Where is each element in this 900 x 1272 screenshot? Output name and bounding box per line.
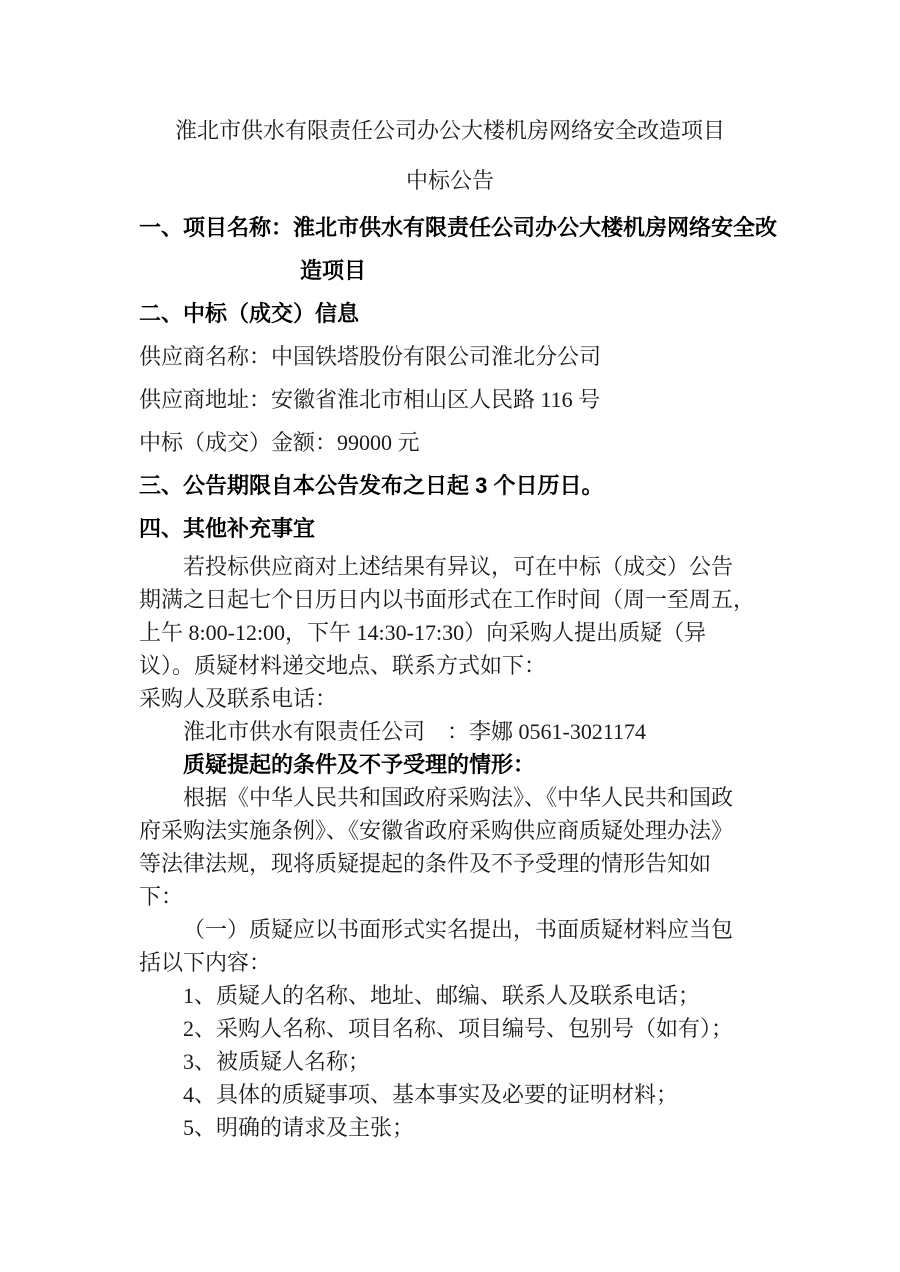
section2-heading: 二、中标（成交）信息 (139, 301, 360, 326)
section3-heading: 三、公告期限自本公告发布之日起 3 个日历日。 (139, 473, 604, 498)
numbered-item: 1、质疑人的名称、地址、邮编、联系人及联系电话； (183, 983, 701, 1008)
section1-heading-line1: 一、项目名称：淮北市供水有限责任公司办公大楼机房网络安全改 (139, 215, 778, 240)
supplier-name: 供应商名称：中国铁塔股份有限公司淮北分公司 (139, 344, 602, 369)
section4-heading: 四、其他补充事宜 (139, 516, 316, 541)
item-one-paragraph-line: （一）质疑应以书面形式实名提出，书面质疑材料应当包 (183, 917, 734, 942)
objection-paragraph-line: 期满之日起七个日历日内以书面形式在工作时间（周一至周五， (139, 587, 756, 612)
numbered-item: 3、被质疑人名称； (183, 1049, 371, 1074)
objection-paragraph-line: 议）。质疑材料递交地点、联系方式如下： (139, 653, 547, 678)
objection-paragraph-line: 若投标供应商对上述结果有异议，可在中标（成交）公告 (183, 554, 734, 579)
numbered-item: 4、具体的质疑事项、基本事实及必要的证明材料； (183, 1082, 679, 1107)
award-amount: 中标（成交）金额：99000 元 (139, 430, 420, 455)
document-subtitle: 中标公告 (405, 168, 494, 193)
objection-paragraph-line: 上午 8:00-12:00，下午 14:30-17:30）向采购人提出质疑（异 (139, 620, 707, 645)
supplier-address: 供应商地址：安徽省淮北市相山区人民路 116 号 (139, 387, 601, 412)
purchaser-contact: 淮北市供水有限责任公司 ：李娜 0561-3021174 (183, 719, 647, 744)
purchaser-label: 采购人及联系电话： (139, 686, 338, 711)
legal-paragraph-line: 府采购法实施条例》、《安徽省政府采购供应商质疑处理办法》 (139, 818, 734, 843)
document-title: 淮北市供水有限责任公司办公大楼机房网络安全改造项目 (174, 118, 725, 143)
legal-paragraph-line: 根据《中华人民共和国政府采购法》、《中华人民共和国政 (183, 785, 734, 810)
conditions-subheading: 质疑提起的条件及不予受理的情形： (183, 752, 536, 777)
numbered-item: 2、采购人名称、项目名称、项目编号、包别号（如有）； (183, 1016, 734, 1041)
legal-paragraph-line: 下： (139, 884, 184, 909)
legal-paragraph-line: 等法律法规，现将质疑提起的条件及不予受理的情形告知如 (139, 851, 712, 876)
item-one-paragraph-line: 括以下内容： (139, 950, 272, 975)
numbered-item: 5、明确的请求及主张； (183, 1115, 415, 1140)
section1-heading-line2: 造项目 (300, 258, 367, 283)
